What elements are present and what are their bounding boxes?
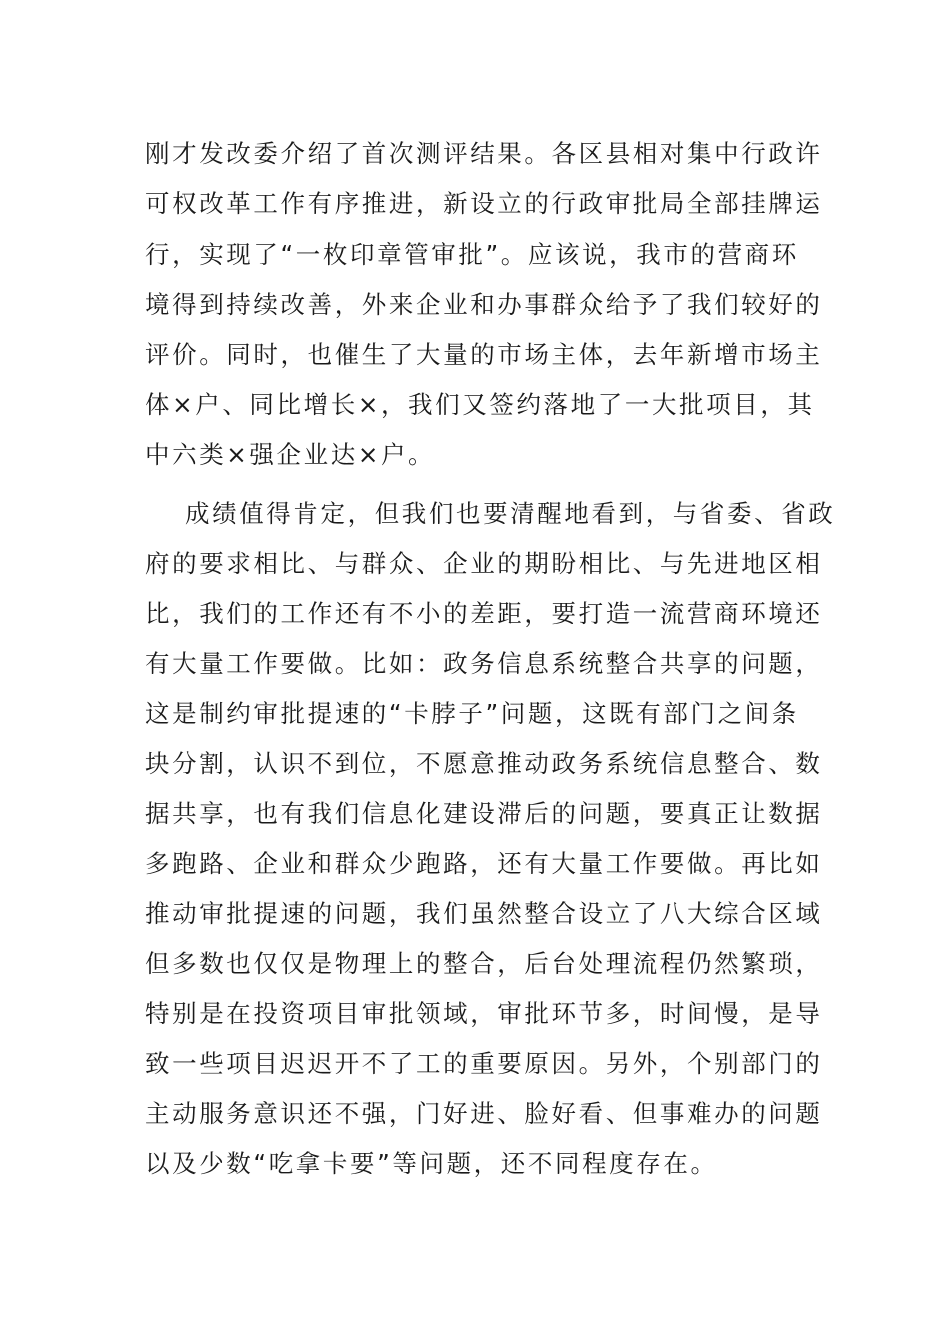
paragraph-2-line-4: 有大量工作要做。比如：政务信息系统整合共享的问题， bbox=[145, 649, 823, 678]
paragraph-2-line-9: 推动审批提速的问题，我们虽然整合设立了八大综合区域 bbox=[145, 899, 823, 928]
paragraph-1-line-3: 行，实现了“一枚印章管审批”。应该说，我市的营商环 bbox=[145, 240, 799, 269]
paragraph-1-line-6: 体×户、同比增长×，我们又签约落地了一大批项目，其 bbox=[145, 390, 815, 419]
paragraph-1-line-2: 可权改革工作有序推进，新设立的行政审批局全部挂牌运 bbox=[145, 189, 823, 218]
paragraph-2-line-12: 致一些项目迟迟开不了工的重要原因。另外，个别部门的 bbox=[145, 1049, 823, 1078]
paragraph-2-line-1: 成绩值得肯定，但我们也要清醒地看到，与省委、省政 bbox=[185, 499, 836, 528]
paragraph-2-line-14: 以及少数“吃拿卡要”等问题，还不同程度存在。 bbox=[145, 1149, 718, 1178]
paragraph-2-line-6: 块分割，认识不到位，不愿意推动政务系统信息整合、数 bbox=[145, 749, 823, 778]
paragraph-2-line-11: 特别是在投资项目审批领域，审批环节多，时间慢，是导 bbox=[145, 999, 823, 1028]
paragraph-1-line-4: 境得到持续改善，外来企业和办事群众给予了我们较好的 bbox=[145, 290, 823, 319]
paragraph-1-line-5: 评价。同时，也催生了大量的市场主体，去年新增市场主 bbox=[145, 340, 823, 369]
paragraph-2-line-5: 这是制约审批提速的“卡脖子”问题，这既有部门之间条 bbox=[145, 699, 799, 728]
paragraph-2-line-3: 比，我们的工作还有不小的差距，要打造一流营商环境还 bbox=[145, 599, 823, 628]
paragraph-1-line-1: 刚才发改委介绍了首次测评结果。各区县相对集中行政许 bbox=[145, 139, 823, 168]
paragraph-2-line-13: 主动服务意识还不强，门好进、脸好看、但事难办的问题 bbox=[145, 1099, 823, 1128]
paragraph-1-line-7: 中六类×强企业达×户。 bbox=[145, 440, 436, 469]
paragraph-2-line-10: 但多数也仅仅是物理上的整合，后台处理流程仍然繁琐， bbox=[145, 949, 823, 978]
paragraph-2-line-8: 多跑路、企业和群众少跑路，还有大量工作要做。再比如 bbox=[145, 849, 823, 878]
paragraph-2-line-7: 据共享，也有我们信息化建设滞后的问题，要真正让数据 bbox=[145, 799, 823, 828]
paragraph-2-line-2: 府的要求相比、与群众、企业的期盼相比、与先进地区相 bbox=[145, 549, 823, 578]
